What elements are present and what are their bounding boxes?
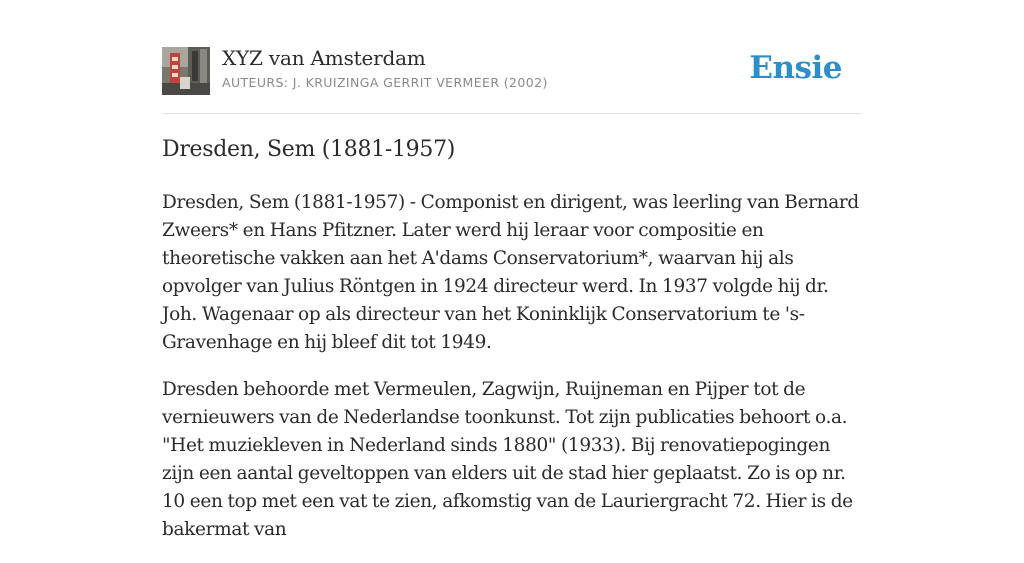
collection-title[interactable]: XYZ van Amsterdam [222, 46, 426, 70]
avatar-image [162, 47, 210, 95]
collection-header [162, 0, 862, 114]
avatar[interactable] [162, 47, 210, 95]
ensie-logo[interactable]: Ensie [749, 50, 842, 86]
article-paragraph: Dresden, Sem (1881-1957) - Componist en dirigent, was leerling van Bernard Zweers* en Hans Pfitzner. Later werd hij leraar voor compositie en theoretische vakken aan het A'dams Conservatorium*, waarvan hij als opvolger van Julius Röntgen in 1924 directeur werd. In 1937 volgde hij dr. Joh. Wagenaar op als directeur van het Koninklijk Conservatorium te 's-Gravenhage en hij bleef dit tot 1949. [162, 192, 859, 353]
authors-line: AUTEURS: J. KRUIZINGA GERRIT VERMEER (2002) [222, 75, 548, 90]
article-paragraph: Dresden behoorde met Vermeulen, Zagwijn, Ruijneman en Pijper tot de vernieuwers van de Nederlandse toonkunst. Tot zijn publicaties behoort o.a. "Het muziekleven in Nederland sinds 1880" (1933). Bij renovatiepogingen zijn een aantal geveltoppen van elders uit de stad hier geplaatst. Zo is op nr. 10 een top met een vat te zien, afkomstig van de Lauriergracht 72. Hier is de bakermat van [162, 379, 853, 540]
page [162, 0, 862, 540]
article-body [162, 189, 862, 563]
article-title: Dresden, Sem (1881-1957) [162, 137, 456, 162]
